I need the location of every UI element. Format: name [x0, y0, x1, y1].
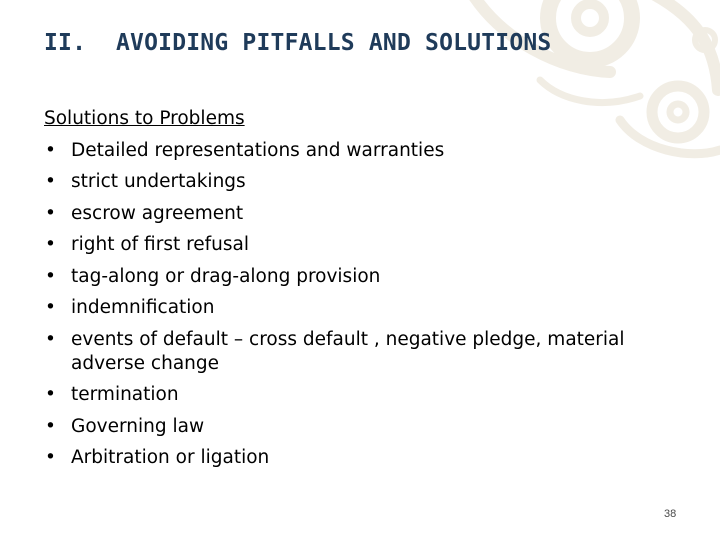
page-number: 38 — [664, 508, 677, 520]
bullet-item — [44, 442, 684, 474]
bullet-item — [44, 411, 684, 443]
bullet-item — [44, 198, 684, 230]
bullet-item — [44, 292, 684, 324]
title-text: AVOIDING PITFALLS AND SOLUTIONS — [116, 30, 552, 56]
bullet-text: • tag-along or drag-along provision — [71, 265, 381, 287]
subtitle: Solutions to Problems — [44, 108, 245, 129]
bullet-list — [44, 135, 684, 474]
slide-title — [44, 30, 551, 56]
bullet-text: • indemnification — [71, 297, 215, 318]
bullet-item — [44, 379, 684, 411]
bullet-text: • strict undertakings — [71, 171, 246, 192]
bullet-item — [44, 135, 684, 167]
bullet-item — [44, 324, 684, 380]
bullet-text: • events of default – cross default , negative pledge, material adverse change — [71, 328, 625, 374]
bullet-item — [44, 166, 684, 198]
bullet-text: • right of first refusal — [71, 234, 250, 255]
bullet-text: • Governing law — [71, 415, 205, 437]
bullet-text: • Detailed representations and warranties — [71, 139, 445, 161]
bullet-text: • escrow agreement — [71, 202, 244, 224]
bullet-text: • Arbitration or ligation — [71, 447, 270, 468]
bullet-text: • termination — [71, 384, 179, 405]
slide-content — [44, 103, 684, 474]
title-number: II. — [44, 30, 87, 56]
bullet-item — [44, 261, 684, 293]
bullet-item — [44, 229, 684, 261]
